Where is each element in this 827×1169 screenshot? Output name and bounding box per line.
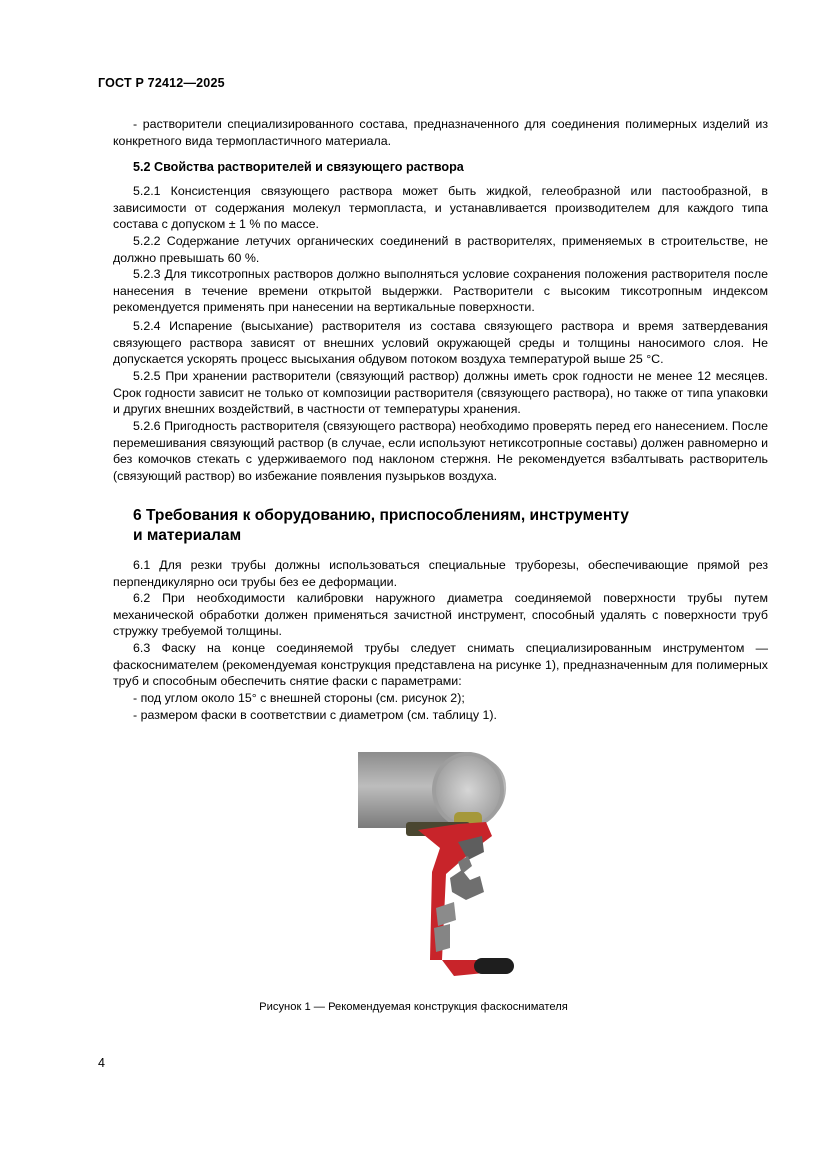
section-6-title — [133, 506, 693, 545]
document-header: ГОСТ Р 72412—2025 — [98, 76, 225, 90]
paragraph-6-3: 6.3 Фаску на конце соединяемой трубы следует снимать специализированным инструментом — фаскоснимателем (рекомендуемая конструкция представлена на рисунке 1), предназначенным для полимерных труб и способным обеспечить снятие фаски с параметрами: — [113, 641, 768, 689]
section-title-line-2: и материалам — [133, 526, 242, 544]
paragraph-6-1: 6.1 Для резки трубы должны использоваться специальные труборезы, обеспечивающие прямой рез перпендикулярно оси трубы без ее деформации. — [113, 558, 768, 589]
paragraph-5-2-3: 5.2.3 Для тиксотропных растворов должно выполняться условие сохранения положения растворителя после нанесения в течение времени открытой выдержки. Растворители с высоким тиксотропным индексом рекомендуется применять при нанесении на вертикальные поверхности. — [113, 267, 768, 315]
list-item-size: - размером фаски в соответствии с диаметром (см. таблицу 1). — [133, 708, 497, 722]
paragraph-5-2-5: 5.2.5 При хранении растворители (связующий раствор) должны иметь срок годности не менее 12 месяцев. Срок годности зависит не только от композиции растворителя (связующего раствора), но также от типа упаковки и других внешних воздействий, в частности от температуры хранения. — [113, 369, 768, 417]
section-title-line-1: 6 Требования к оборудованию, приспособлениям, инструменту — [133, 507, 629, 524]
pipe-shape — [358, 752, 506, 828]
paragraph-6-2: 6.2 При необходимости калибровки наружного диаметра соединяемой поверхности трубы путем механической обработки должен применяться зачистной инструмент, способный удалять с поверхности труб стружку требуемой толщины. — [113, 591, 768, 639]
paragraph-5-2-4: 5.2.4 Испарение (высыхание) растворителя из состава связующего раствора и время затвердевания связующего раствора зависят от внешних условий окружающей среды и толщины наносимого слоя. Не допускается ускорять процесс высыхания обдувом потоком воздуха температурой выше 25 °С. — [113, 319, 768, 367]
chamfer-tool-figure — [358, 752, 528, 982]
figure-caption: Рисунок 1 — Рекомендуемая конструкция фаскоснимателя — [259, 1001, 568, 1013]
tool-mechanism — [406, 812, 514, 976]
paragraph-5-2-2: 5.2.2 Содержание летучих органических соединений в растворителях, применяемых в строительстве, не должно превышать 60 %. — [113, 234, 768, 265]
intro-list-item: - растворители специализированного состава, предназначенного для соединения полимерных изделий из конкретного вида термопластичного материала. — [113, 117, 768, 148]
page-number: 4 — [98, 1056, 105, 1070]
subsection-title: 5.2 Свойства растворителей и связующего раствора — [133, 160, 464, 174]
paragraph-5-2-6: 5.2.6 Пригодность растворителя (связующего раствора) необходимо проверять перед его нанесением. После перемешивания связующий раствор (в случае, если используют нетиксотропные составы) должен равномерно и без комочков стекать с удерживаемого под наклоном стержня. Не рекомендуется взбалтывать растворитель (связующий раствор) во избежание появления пузырьков воздуха. — [113, 419, 768, 483]
list-item-angle: - под углом около 15° с внешней стороны (см. рисунок 2); — [133, 691, 465, 705]
paragraph-5-2-1: 5.2.1 Консистенция связующего раствора может быть жидкой, гелеобразной или пастообразной, в зависимости от содержания молекул термопласта, и устанавливается производителем для каждого типа состава с допуском ± 1 % по массе. — [113, 184, 768, 232]
